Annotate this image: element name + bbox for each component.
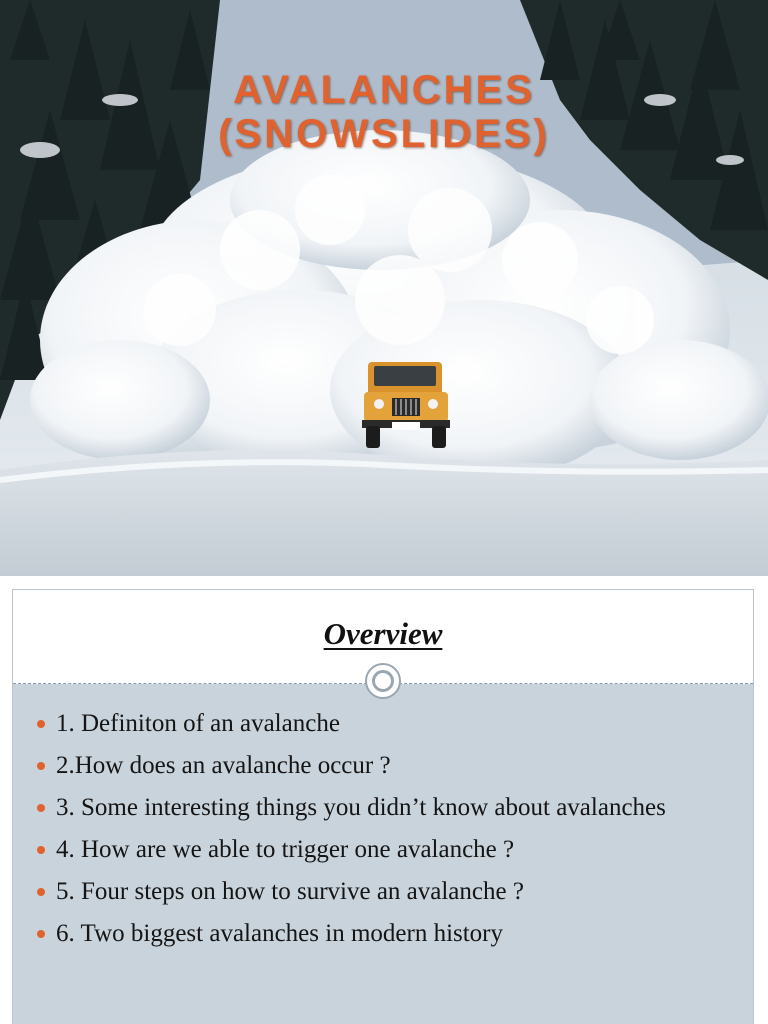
overview-slide <box>12 589 754 1024</box>
list-item-text: 5. Four steps on how to survive an avalanche ? <box>56 878 524 905</box>
list-item <box>13 875 753 908</box>
bullet-dot-icon <box>37 846 45 854</box>
list-item <box>13 833 753 866</box>
slide-title-line1: AVALANCHES <box>233 68 535 112</box>
list-item <box>13 917 753 950</box>
divider-ring-icon <box>365 663 401 699</box>
list-item <box>13 749 753 782</box>
bullet-dot-icon <box>37 888 45 896</box>
slide-title <box>0 68 768 156</box>
list-item <box>13 707 753 740</box>
list-item-text: 4. How are we able to trigger one avalanche ? <box>56 836 515 863</box>
list-item-text: 6. Two biggest avalanches in modern history <box>56 920 504 947</box>
list-item-text: 1. Definiton of an avalanche <box>56 710 340 737</box>
overview-title: Overview <box>323 616 443 651</box>
bullet-dot-icon <box>37 762 45 770</box>
list-item <box>13 791 753 824</box>
bullet-dot-icon <box>37 804 45 812</box>
bullet-dot-icon <box>37 720 45 728</box>
bullet-dot-icon <box>37 930 45 938</box>
slide-gap <box>0 576 768 589</box>
list-item-text: 2.How does an avalanche occur ? <box>56 752 391 779</box>
list-item-text: 3. Some interesting things you didn’t know about avalanches <box>56 794 666 821</box>
slide-title-line2: (SNOWSLIDES) <box>218 112 550 156</box>
overview-list <box>13 707 753 959</box>
